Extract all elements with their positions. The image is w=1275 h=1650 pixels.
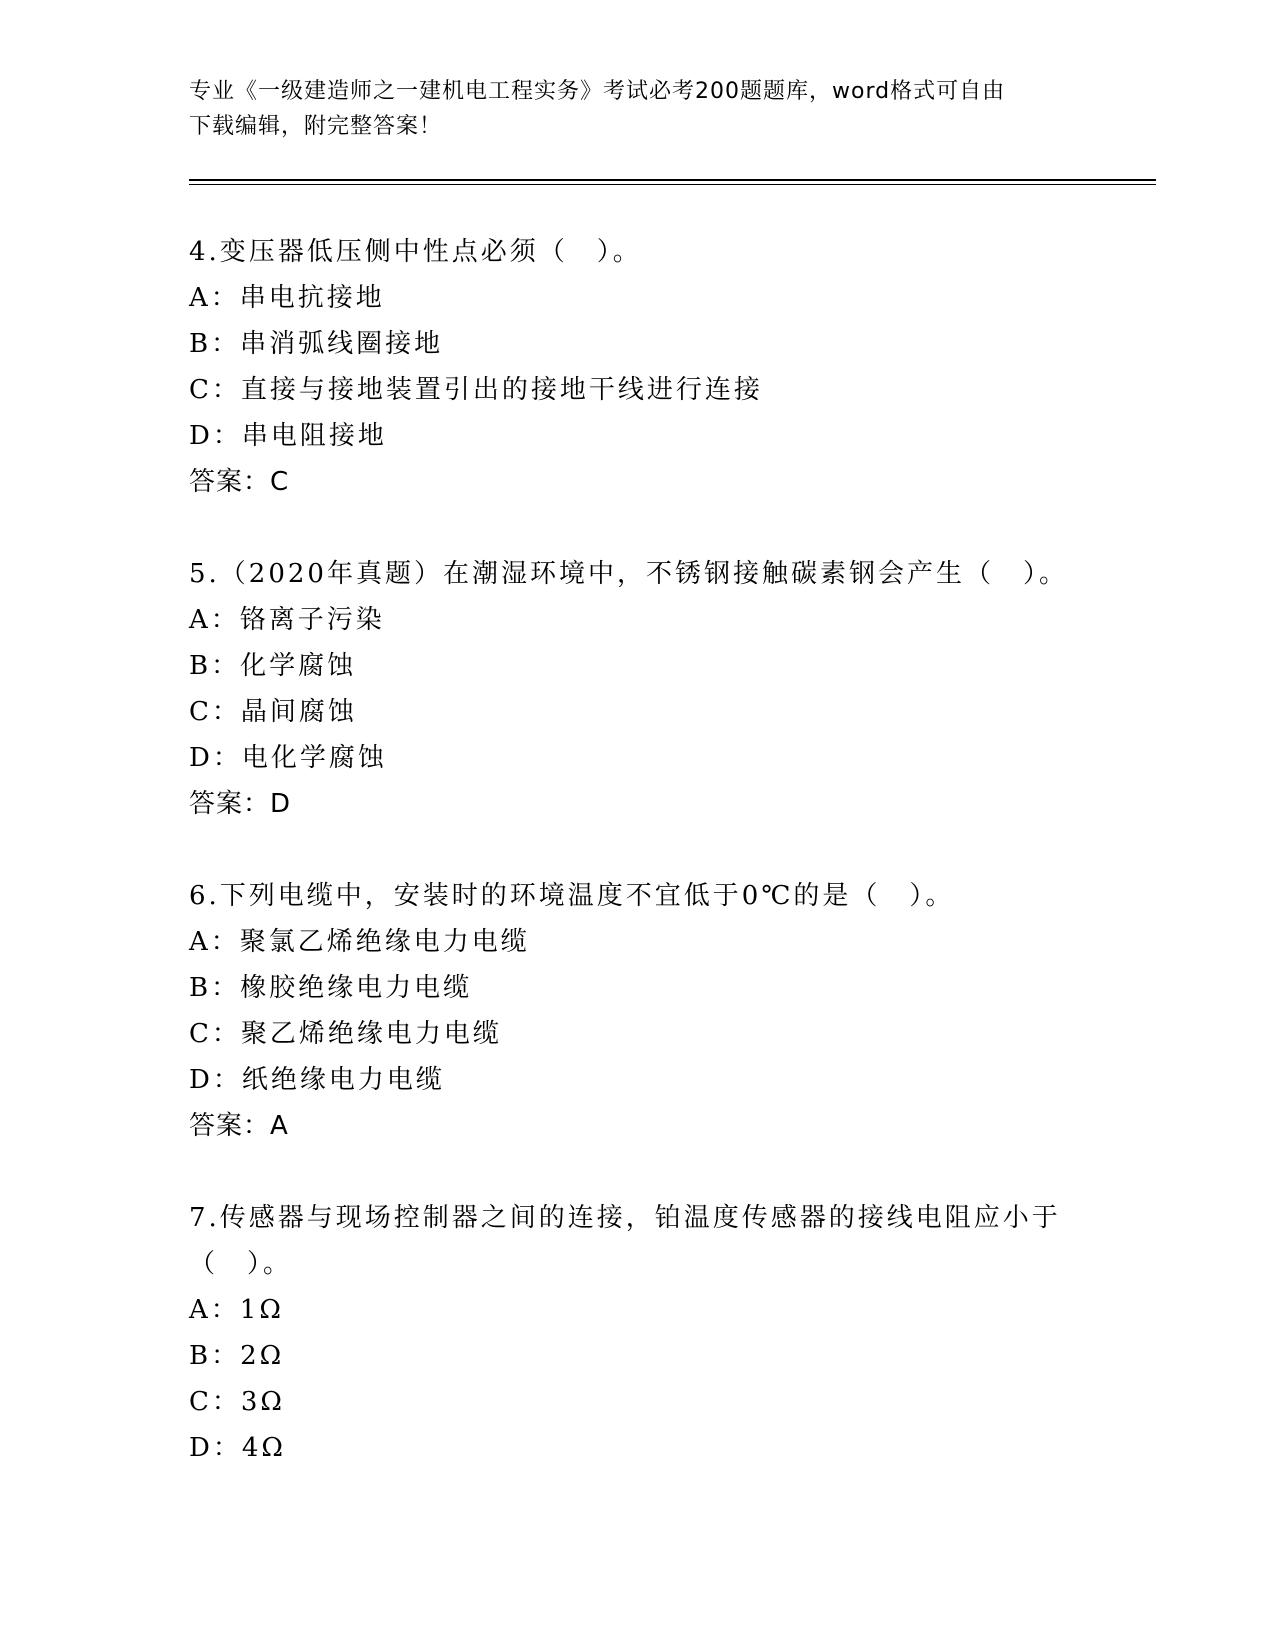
answer-line: 答案：D	[189, 789, 292, 819]
option-d: D：4Ω	[189, 1433, 286, 1463]
option-a: A：聚氯乙烯绝缘电力电缆	[189, 927, 530, 957]
option-a: A：铬离子污染	[189, 605, 385, 635]
question-stem: 7.传感器与现场控制器之间的连接，铂温度传感器的接线电阻应小于	[189, 1203, 1061, 1233]
header-divider	[189, 179, 1156, 185]
option-d: D：串电阻接地	[189, 421, 387, 451]
option-c: C：3Ω	[189, 1387, 285, 1417]
header-line-2: 下载编辑，附完整答案！	[189, 114, 443, 139]
question-stem: 5.（2020年真题）在潮湿环境中，不锈钢接触碳素钢会产生（ ）。	[189, 559, 1068, 589]
option-c: C：聚乙烯绝缘电力电缆	[189, 1019, 502, 1049]
answer-line: 答案：A	[189, 1111, 289, 1141]
option-d: D：纸绝缘电力电缆	[189, 1065, 445, 1095]
option-b: B：橡胶绝缘电力电缆	[189, 973, 473, 1003]
option-b: B：串消弧线圈接地	[189, 329, 444, 359]
option-b: B：2Ω	[189, 1341, 285, 1371]
question-stem: 4.变压器低压侧中性点必须（ ）。	[189, 237, 642, 267]
question-5	[189, 551, 1129, 827]
answer-line: 答案：C	[189, 467, 290, 497]
document-header	[189, 74, 1089, 144]
option-a: A：串电抗接地	[189, 283, 385, 313]
option-b: B：化学腐蚀	[189, 651, 357, 681]
option-a: A：1Ω	[189, 1295, 284, 1325]
option-c: C：直接与接地装置引出的接地干线进行连接	[189, 375, 763, 405]
question-6	[189, 873, 1129, 1149]
question-4	[189, 229, 1129, 505]
question-stem-continued: （ ）。	[189, 1249, 293, 1279]
option-d: D：电化学腐蚀	[189, 743, 387, 773]
question-stem: 6.下列电缆中，安装时的环境温度不宜低于0℃的是（ ）。	[189, 881, 955, 911]
header-line-1: 专业《一级建造师之一建机电工程实务》考试必考200题题库，word格式可自由	[189, 79, 1006, 104]
option-c: C：晶间腐蚀	[189, 697, 357, 727]
question-7	[189, 1195, 1129, 1471]
